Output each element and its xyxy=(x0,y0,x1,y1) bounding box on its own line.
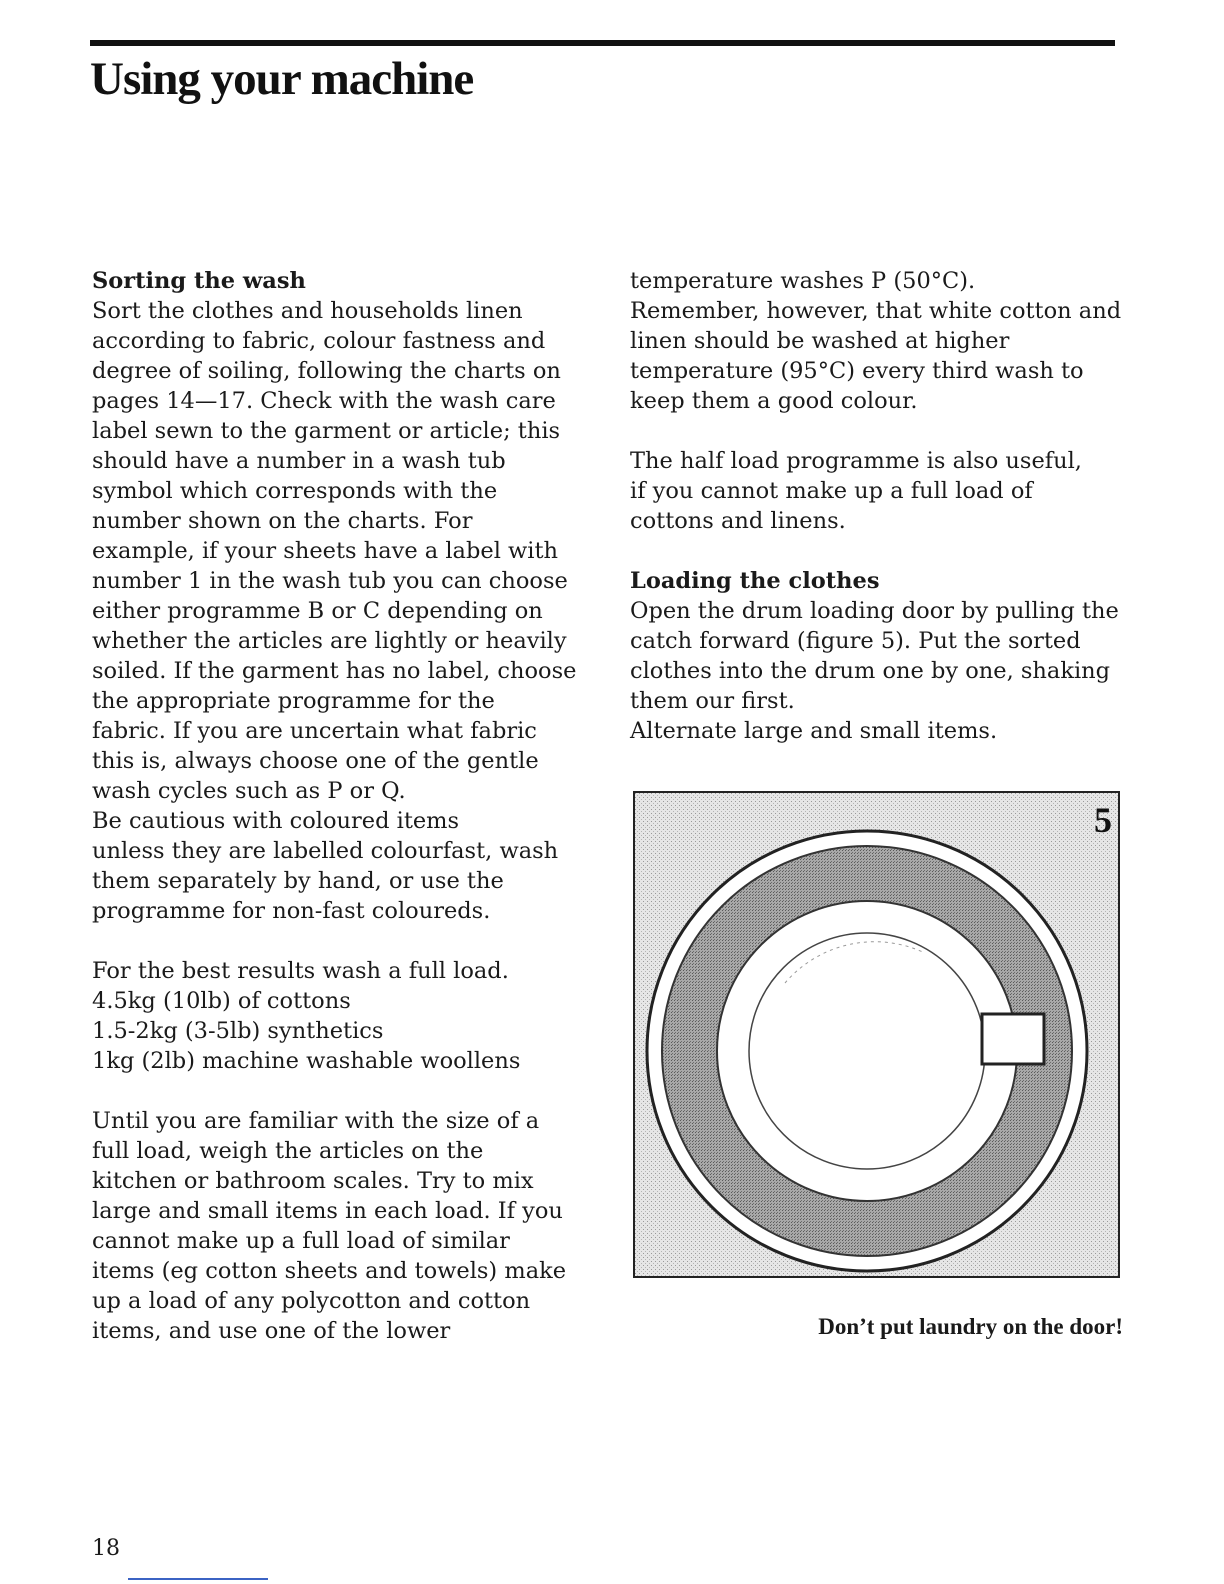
text-line: label sewn to the garment or article; this xyxy=(92,418,561,444)
text-line: up a load of any polycotton and cotton xyxy=(92,1288,531,1314)
temperature-paragraph xyxy=(630,266,1130,416)
text-line: pages 14—17. Check with the wash care xyxy=(92,388,556,414)
text-line: number 1 in the wash tub you can choose xyxy=(92,568,568,594)
text-line: items, and use one of the lower xyxy=(92,1318,451,1344)
text-line: linen should be washed at higher xyxy=(630,328,1010,354)
text-line: symbol which corresponds with the xyxy=(92,478,498,504)
text-line: catch forward (figure 5). Put the sorted xyxy=(630,628,1081,654)
text-line: whether the articles are lightly or heavily xyxy=(92,628,567,654)
page-title: Using your machine xyxy=(90,53,474,105)
figure-caption: Don’t put laundry on the door! xyxy=(818,1314,1123,1339)
text-line: programme for non-fast coloureds. xyxy=(92,898,491,924)
text-line: 1kg (2lb) machine washable woollens xyxy=(92,1048,521,1074)
half-load-paragraph xyxy=(630,446,1130,536)
loading-heading: Loading the clothes xyxy=(630,568,880,594)
text-line: The half load programme is also useful, xyxy=(630,448,1082,474)
text-line: them separately by hand, or use the xyxy=(92,868,504,894)
text-line: Open the drum loading door by pulling the xyxy=(630,598,1119,624)
text-line: wash cycles such as P or Q. xyxy=(92,778,406,804)
left-column xyxy=(92,266,592,1376)
text-line: 4.5kg (10lb) of cottons xyxy=(92,988,351,1014)
text-line: them our first. xyxy=(630,688,795,714)
text-line: temperature washes P (50°C). xyxy=(630,268,976,294)
text-line: For the best results wash a full load. xyxy=(92,958,509,984)
text-line: example, if your sheets have a label with xyxy=(92,538,559,564)
text-line: cannot make up a full load of similar xyxy=(92,1228,510,1254)
text-line: Alternate large and small items. xyxy=(630,718,998,744)
text-line: this is, always choose one of the gentle xyxy=(92,748,539,774)
text-line: unless they are labelled colourfast, wash xyxy=(92,838,559,864)
text-line: soiled. If the garment has no label, choose xyxy=(92,658,577,684)
sorting-heading: Sorting the wash xyxy=(92,268,306,294)
loading-paragraph xyxy=(630,596,1130,746)
text-line: full load, weigh the articles on the xyxy=(92,1138,484,1164)
text-line: Be cautious with coloured items xyxy=(92,808,460,834)
page-number: 18 xyxy=(92,1536,120,1561)
text-line: cottons and linens. xyxy=(630,508,846,534)
text-line: Sort the clothes and households linen xyxy=(92,298,523,324)
bottom-divider xyxy=(128,1578,268,1580)
figure-number: 5 xyxy=(1094,800,1112,840)
text-line: large and small items in each load. If you xyxy=(92,1198,563,1224)
text-line: 1.5-2kg (3-5lb) synthetics xyxy=(92,1018,384,1044)
text-line: if you cannot make up a full load of xyxy=(630,478,1033,504)
text-line: keep them a good colour. xyxy=(630,388,918,414)
right-column xyxy=(630,266,1130,776)
text-line: kitchen or bathroom scales. Try to mix xyxy=(92,1168,534,1194)
text-line: temperature (95°C) every third wash to xyxy=(630,358,1084,384)
text-line: the appropriate programme for the xyxy=(92,688,495,714)
text-line: fabric. If you are uncertain what fabric xyxy=(92,718,537,744)
figure-5 xyxy=(633,791,1120,1278)
text-line: either programme B or C depending on xyxy=(92,598,543,624)
text-line: degree of soiling, following the charts on xyxy=(92,358,561,384)
text-line: according to fabric, colour fastness and xyxy=(92,328,546,354)
text-line: Remember, however, that white cotton and xyxy=(630,298,1122,324)
weigh-paragraph xyxy=(92,1106,592,1346)
text-line: Until you are familiar with the size of a xyxy=(92,1108,540,1134)
text-line: clothes into the drum one by one, shaking xyxy=(630,658,1111,684)
washing-machine-door-icon xyxy=(635,793,1118,1276)
load-sizes-paragraph xyxy=(92,956,592,1076)
text-line: number shown on the charts. For xyxy=(92,508,473,534)
title-rule xyxy=(90,40,1115,46)
sorting-paragraph xyxy=(92,296,592,926)
text-line: items (eg cotton sheets and towels) make xyxy=(92,1258,567,1284)
text-line: should have a number in a wash tub xyxy=(92,448,506,474)
